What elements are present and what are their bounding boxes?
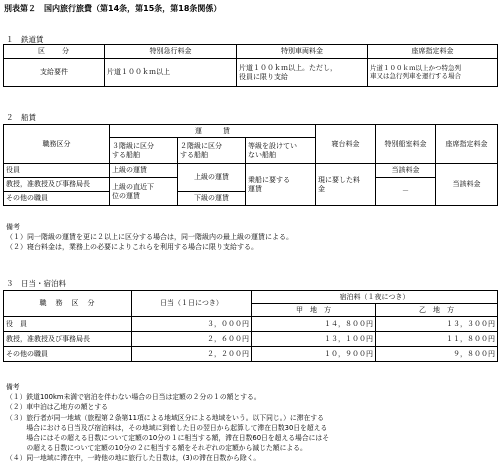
perdiem-header-lodging: 宿泊料（１夜につき） bbox=[252, 291, 498, 304]
ship-no-class-fare: 乗船に要する 運賃 bbox=[246, 164, 316, 206]
railway-header-green: 特別車両料金 bbox=[237, 45, 368, 59]
ship-header-no-class: 等級を設けてい ない船舶 bbox=[246, 138, 316, 164]
notes-title: 備考 bbox=[6, 223, 20, 231]
ship-row-label: 役員 bbox=[4, 164, 110, 178]
ship-row-label: その他の職員 bbox=[4, 192, 110, 206]
perdiem-role: 教授，准教授及び事務局長 bbox=[4, 332, 132, 347]
perdiem-lodging-b: ９，８００円 bbox=[376, 347, 498, 362]
section-railway-heading: １ 鉄道賃 bbox=[6, 35, 44, 44]
railway-row-label: 支給要件 bbox=[4, 59, 105, 87]
ship-header-berth: 寝台料金 bbox=[316, 125, 376, 164]
ship-header-role: 職務区分 bbox=[4, 125, 110, 164]
section-ship-heading: ２ 船賃 bbox=[6, 113, 36, 122]
note-line: （２）寝台料金は，業務上の必要によりこれらを利用する場合に限り支給する。 bbox=[6, 243, 258, 252]
ship-special-fee: 当該料金 bbox=[376, 164, 436, 178]
ship-top-class-fare: 上級の運賃 bbox=[110, 164, 178, 178]
perdiem-header-daily: 日当（１日につき） bbox=[132, 291, 252, 317]
railway-table bbox=[3, 44, 498, 87]
perdiem-lodging-b: １１，８００円 bbox=[376, 332, 498, 347]
ship-lower-class-fare: 下級の運賃 bbox=[178, 192, 246, 206]
ship-berth-fee: 現に要した料 金 bbox=[316, 164, 376, 206]
railway-express-cell: 片道１００ｋｍ以上 bbox=[105, 59, 237, 87]
ship-special-dash: － bbox=[376, 178, 436, 206]
note-line: （１）鉄道100km未満で宿泊を伴わない場合の日当は定額の２分の１の額とする。 bbox=[6, 393, 261, 402]
perdiem-role: 役 員 bbox=[4, 317, 132, 332]
perdiem-daily: ２，６００円 bbox=[132, 332, 252, 347]
perdiem-lodging-b: １３，３００円 bbox=[376, 317, 498, 332]
railway-reserved-cell: 片道１００ｋｍ以上かつ特急列 車又は急行列車を運行する場合 bbox=[368, 59, 498, 87]
perdiem-notes bbox=[6, 382, 329, 464]
note-line: 場合にはその超える日数について定額の10分の１に相当する額，滞在日数60日を超える場合にはそ bbox=[6, 434, 330, 443]
section-perdiem-heading: ３ 日当・宿泊料 bbox=[6, 279, 66, 288]
note-line: の超える日数について定額の10分の２に相当する額をそれぞれの定額から減じた額による。 bbox=[6, 444, 307, 453]
ship-table bbox=[3, 124, 498, 206]
perdiem-lodging-a: １４，８００円 bbox=[252, 317, 376, 332]
note-line: （３）旅行者が同一地域（旅程第２条第11項による地域区分による地域をいう。以下同じ。）に滞在する bbox=[6, 413, 324, 422]
perdiem-lodging-a: １０，９００円 bbox=[252, 347, 376, 362]
page-title: 別表第２ 国内旅行旅費（第14条，第15条，第18条関係） bbox=[4, 4, 222, 13]
ship-middle-class-fare: 上級の直近下 位の運賃 bbox=[110, 178, 178, 206]
railway-green-cell: 片道１００ｋｍ以上。ただし， 役員に限り支給 bbox=[237, 59, 368, 87]
perdiem-header-region-b: 乙 地 方 bbox=[376, 304, 498, 317]
railway-header-reserved: 座席指定料金 bbox=[368, 45, 498, 59]
ship-header-fare: 運 賃 bbox=[110, 125, 316, 138]
note-line: （２）車中泊は乙地方の額とする bbox=[6, 403, 108, 412]
railway-header-express: 特別急行料金 bbox=[105, 45, 237, 59]
perdiem-daily: ２，２００円 bbox=[132, 347, 252, 362]
ship-header-two-class: ２階級に区分 する船舶 bbox=[178, 138, 246, 164]
note-line: 場合における日当及び宿泊料は，その地域に到着した日の翌日から起算して滞在日数30日を超える bbox=[6, 423, 328, 432]
ship-reserved-fee: 当該料金 bbox=[436, 164, 498, 206]
ship-notes bbox=[6, 222, 293, 253]
perdiem-lodging-a: １３，１００円 bbox=[252, 332, 376, 347]
notes-title: 備考 bbox=[6, 383, 20, 391]
perdiem-header-region-a: 甲 地 方 bbox=[252, 304, 376, 317]
note-line: （４）同一地域に滞在中，一時他の地に旅行した日数は，(3)の滞在日数から除く。 bbox=[6, 454, 261, 463]
perdiem-header-role: 職 務 区 分 bbox=[4, 291, 132, 317]
ship-header-three-class: ３階級に区分 する船舶 bbox=[110, 138, 178, 164]
ship-top-class-fare-two: 上級の運賃 bbox=[178, 164, 246, 192]
perdiem-daily: ３，０００円 bbox=[132, 317, 252, 332]
perdiem-table bbox=[3, 290, 498, 362]
ship-header-special: 特別船室料金 bbox=[376, 125, 436, 164]
ship-header-reserved: 座席指定料金 bbox=[436, 125, 498, 164]
ship-row-label: 教授，准教授及び事務局長 bbox=[4, 178, 110, 192]
railway-header-category: 区 分 bbox=[4, 45, 105, 59]
note-line: （１）同一階級の運賃を更に２以上に区分する場合は，同一階級内の最上級の運賃による。 bbox=[6, 233, 293, 242]
perdiem-role: その他の職員 bbox=[4, 347, 132, 362]
